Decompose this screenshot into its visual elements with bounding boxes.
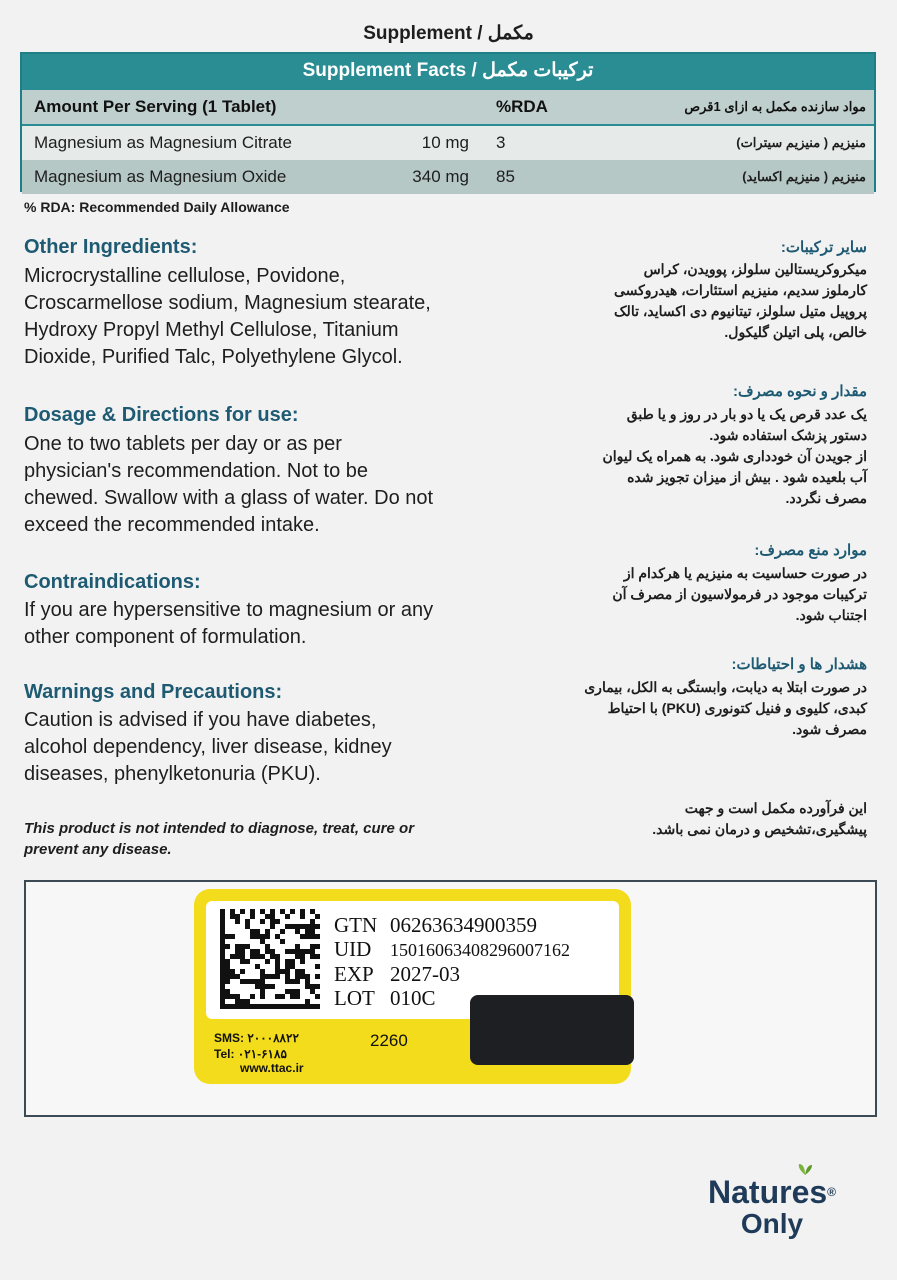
text-line: در صورت ابتلا به دیابت، وابستگی به الکل، بیماری	[584, 679, 867, 695]
text-line: chewed. Swallow with a glass of water. Do not	[24, 487, 434, 509]
fa-warnings-text	[527, 677, 867, 740]
ingredient-name: Magnesium as Magnesium Oxide	[34, 167, 287, 186]
brand-top-text: Natures	[708, 1174, 828, 1210]
fa-dosage-heading: مقدار و نحوه مصرف:	[733, 383, 867, 400]
sms-number: SMS: ۲۰۰۰۸۸۲۲	[214, 1031, 299, 1045]
facts-row	[22, 160, 874, 194]
other-ingredients-text	[24, 263, 494, 371]
text-line: از جویدن آن خودداری شود. به همراه یک لیوان	[602, 448, 867, 464]
datamatrix-code-icon	[220, 909, 320, 1009]
brand-name-bottom: Only	[740, 1208, 804, 1239]
text-line: Croscarmellose sodium, Magnesium stearate,	[24, 292, 431, 314]
text-line: کارملوز سدیم، منیزیم استئارات، هیدروکسی	[613, 282, 867, 298]
text-line: If you are hypersensitive to magnesium or any	[24, 599, 434, 621]
text-line: خالص، پلی اتیلن گلیکول.	[724, 324, 867, 340]
amount-per-serving-header: Amount Per Serving (1 Tablet)	[34, 97, 277, 116]
rda-footnote: % RDA: Recommended Daily Allowance	[24, 199, 290, 215]
exp-label: EXP	[334, 962, 374, 986]
facts-header: Supplement Facts / ترکیبات مکمل	[302, 60, 594, 81]
sticker-contact	[214, 1030, 299, 1062]
lot-value: 010C	[390, 986, 436, 1010]
fa-dosage-text	[527, 404, 867, 509]
text-line: اجتناب شود.	[795, 607, 867, 623]
fa-warnings-heading: هشدار ها و احتیاطات:	[731, 656, 867, 673]
uid-value: 15016063408296007162	[390, 940, 570, 960]
text-line: ترکیبات موجود در فرمولاسیون از مصرف آن	[612, 586, 867, 602]
gtn-value: 06263634900359	[390, 913, 537, 937]
text-line: دستور پزشک استفاده شود.	[709, 427, 867, 443]
text-line: Caution is advised if you have diabetes,	[24, 709, 377, 731]
warnings-heading: Warnings and Precautions:	[24, 681, 283, 703]
fa-other-ingredients-text	[527, 259, 867, 343]
text-line: Microcrystalline cellulose, Povidone,	[24, 265, 346, 287]
text-line: exceed the recommended intake.	[24, 514, 320, 536]
text-line: آب بلعیده شود . بیش از میزان تجویز شده	[627, 469, 867, 485]
gtn-line	[334, 913, 570, 937]
ingredient-rda: 85	[496, 167, 515, 186]
authentication-sticker	[194, 889, 631, 1084]
ingredient-amount: 340 mg	[412, 167, 469, 186]
brand-name-top	[708, 1175, 836, 1209]
contraindications-heading: Contraindications:	[24, 571, 201, 593]
text-line: Dioxide, Purified Talc, Polyethylene Glycol.	[24, 346, 403, 368]
fa-other-ingredients-heading: سایر ترکیبات:	[780, 239, 867, 256]
facts-row	[22, 126, 874, 160]
exp-value: 2027-03	[390, 962, 460, 986]
text-line: This product is not intended to diagnose, treat, cure or	[24, 820, 415, 837]
dosage-heading: Dosage & Directions for use:	[24, 404, 299, 426]
disclaimer-text	[24, 818, 494, 860]
dosage-text	[24, 431, 494, 539]
text-line: diseases, phenylketonuria (PKU).	[24, 763, 321, 785]
text-line: پیشگیری،تشخیص و درمان نمی باشد.	[652, 821, 867, 837]
brand-logo	[708, 1175, 836, 1239]
contraindications-text	[24, 597, 494, 651]
text-line: Hydroxy Propyl Methyl Cellulose, Titanium	[24, 319, 399, 341]
fa-contraindications-text	[527, 563, 867, 626]
text-line: یک عدد قرص یک یا دو بار در روز و یا طبق	[626, 406, 867, 422]
text-line: alcohol dependency, liver disease, kidney	[24, 736, 392, 758]
gtn-label: GTN	[334, 913, 378, 937]
supplement-facts-table	[20, 52, 876, 192]
text-line: در صورت حساسیت به منیزیم یا هرکدام از	[623, 565, 867, 581]
text-line: prevent any disease.	[24, 841, 172, 858]
text-line: کبدی، کلیوی و فنیل کتونوری (PKU) با احتیاط	[607, 700, 867, 716]
ingredient-name-fa: منیزیم ( منیزیم اکساید)	[742, 169, 866, 184]
text-line: other component of formulation.	[24, 626, 307, 648]
fa-contraindications-heading: موارد منع مصرف:	[754, 542, 867, 559]
ingredient-name-fa: منیزیم ( منیزیم سیترات)	[736, 135, 866, 150]
ingredient-name: Magnesium as Magnesium Citrate	[34, 133, 292, 152]
text-line: میکروکریستالین سلولز، پوویدن، کراس	[643, 261, 867, 277]
uid-label: UID	[334, 937, 372, 961]
text-line: One to two tablets per day or as per	[24, 433, 342, 455]
sticker-website: www.ttac.ir	[240, 1061, 304, 1075]
text-line: پروپیل متیل سلولز، تیتانیوم دی اکساید، تالک	[614, 303, 867, 319]
warnings-text	[24, 707, 494, 788]
ingredient-rda: 3	[496, 133, 506, 152]
tel-number: Tel: ۰۲۱-۶۱۸۵	[214, 1047, 287, 1061]
other-ingredients-heading: Other Ingredients:	[24, 236, 198, 258]
rda-header: %RDA	[496, 97, 548, 116]
text-line: مصرف شود.	[792, 721, 867, 737]
fa-disclaimer-text	[527, 798, 867, 840]
facts-column-header-row	[22, 90, 874, 124]
scratch-off-patch	[470, 995, 634, 1065]
text-line: مصرف نگردد.	[785, 490, 867, 506]
text-line: physician's recommendation. Not to be	[24, 460, 368, 482]
page-title: Supplement / مکمل	[363, 23, 534, 44]
registered-mark: ®	[827, 1185, 836, 1199]
ingredient-amount: 10 mg	[421, 133, 469, 152]
text-line: این فرآورده مکمل است و جهت	[684, 800, 867, 816]
exp-line	[334, 962, 570, 986]
lot-label: LOT	[334, 986, 375, 1010]
uid-line	[334, 937, 570, 962]
fa-ingredients-header: مواد سازنده مکمل به ازای 1قرص	[684, 99, 866, 114]
sticker-number: 2260	[370, 1031, 408, 1050]
